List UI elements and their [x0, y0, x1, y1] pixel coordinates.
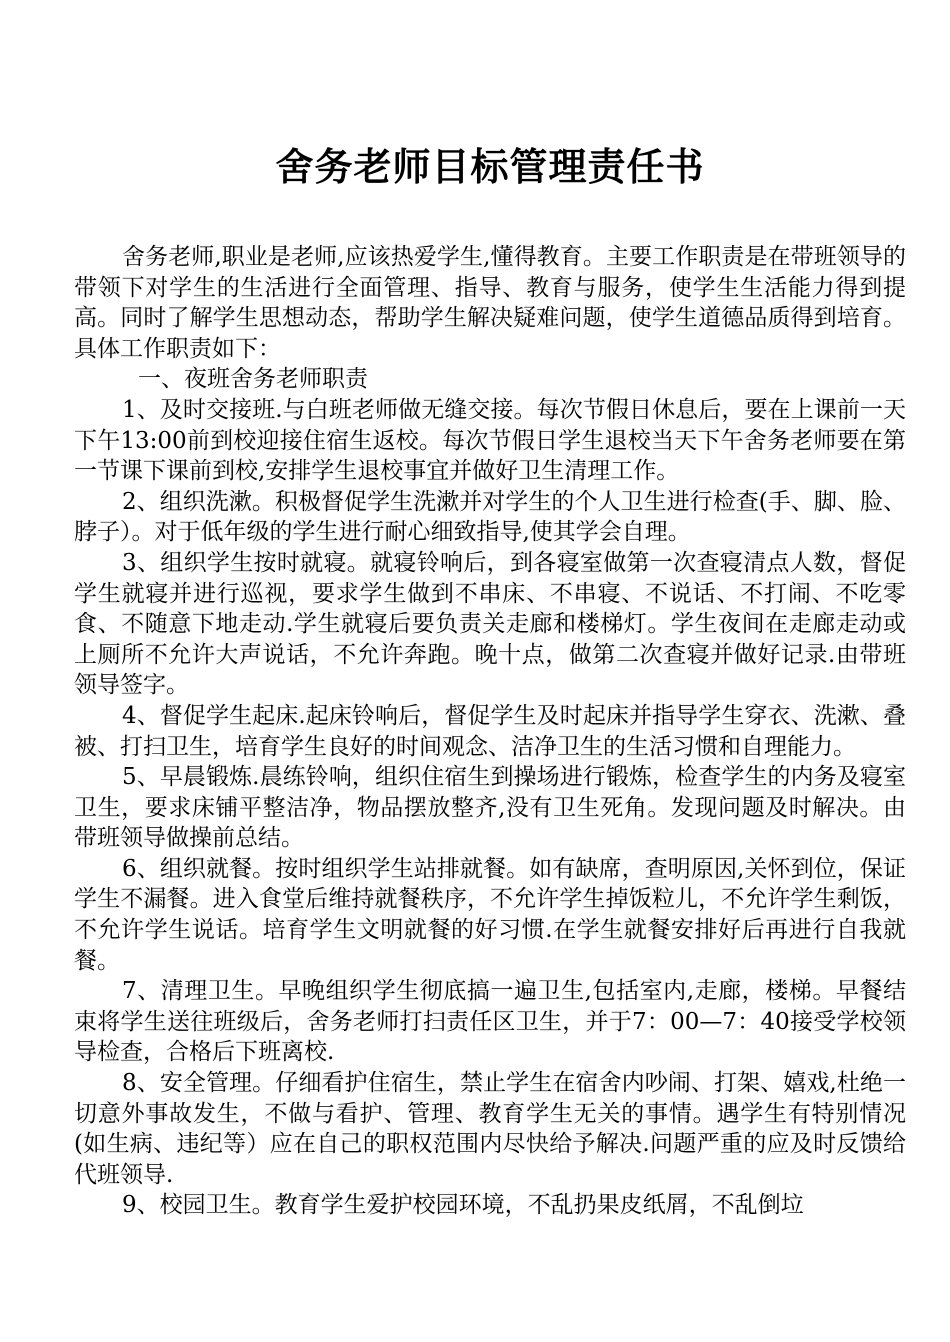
- duty-item-7: 7、清理卫生。早晚组织学生彻底搞一遍卫生,包括室内,走廊，楼梯。早餐结束将学生送往班级后，舍务老师打扫责任区卫生，并于7：00—7：40接受学校领导检查，合格后下班离校.: [74, 978, 906, 1066]
- duty-item-1: 1、及时交接班.与白班老师做无缝交接。每次节假日休息后，要在上课前一天下午13:00前到校迎接住宿生返校。每次节假日学生退校当天下午舍务老师要在第一节课下课前到校,安排学生退校事宜并做好卫生清理工作。: [74, 396, 906, 485]
- duty-item-4: 4、督促学生起床.起床铃响后，督促学生及时起床并指导学生穿衣、洗漱、叠被、打扫卫生，培育学生良好的时间观念、洁净卫生的生活习惯和自理能力。: [74, 702, 906, 760]
- duty-item-3: 3、组织学生按时就寝。就寝铃响后，到各寝室做第一次查寝清点人数，督促学生就寝并进行巡视，要求学生做到不串床、不串寝、不说话、不打闹、不吃零食、不随意下地走动.学生就寝后要负责关走廊和楼梯灯。学生夜间在走廊走动或上厕所不允许大声说话，不允许奔跑。晚十点，做第二次查寝并做好记录.由带班领导签字。: [74, 549, 906, 699]
- section-heading: 一、夜班舍务老师职责: [138, 366, 368, 393]
- document-title: 舍务老师目标管理责任书: [275, 144, 705, 189]
- duty-item-5: 5、早晨锻炼.晨练铃响，组织住宿生到操场进行锻炼，检查学生的内务及寝室卫生，要求床铺平整洁净，物品摆放整齐,没有卫生死角。发现问题及时解决。由带班领导做操前总结。: [74, 764, 906, 852]
- duty-item-2: 2、组织洗漱。积极督促学生洗漱并对学生的个人卫生进行检查(手、脚、脸、脖子）。对于低年级的学生进行耐心细致指导,使其学会自理。: [74, 488, 906, 546]
- document-body: [74, 242, 906, 1221]
- document-page: [74, 0, 906, 1342]
- duty-item-8: 8、安全管理。仔细看护住宿生，禁止学生在宿舍内吵闹、打架、嬉戏,杜绝一切意外事故发生，不做与看护、管理、教育学生无关的事情。遇学生有特别情况(如生病、违纪等）应在自己的职权范围内尽快给予解决.问题严重的应及时反馈给代班领导.: [74, 1070, 906, 1188]
- duty-item-6: 6、组织就餐。按时组织学生站排就餐。如有缺席，查明原因,关怀到位，保证学生不漏餐。进入食堂后维持就餐秩序，不允许学生掉饭粒儿，不允许学生剩饭，不允许学生说话。培育学生文明就餐的好习惯.在学生就餐安排好后再进行自我就餐。: [74, 855, 906, 974]
- duty-item-9: 9、校园卫生。教育学生爱护校园环境，不乱扔果皮纸屑，不乱倒垃: [122, 1192, 804, 1219]
- intro-paragraph: 舍务老师,职业是老师,应该热爱学生,懂得教育。主要工作职责是在带班领导的带领下对学生的生活进行全面管理、指导、教育与服务，使学生生活能力得到提高。同时了解学生思想动态，帮助学生解决疑难问题，使学生道德品质得到培育。具体工作职责如下：: [74, 244, 906, 362]
